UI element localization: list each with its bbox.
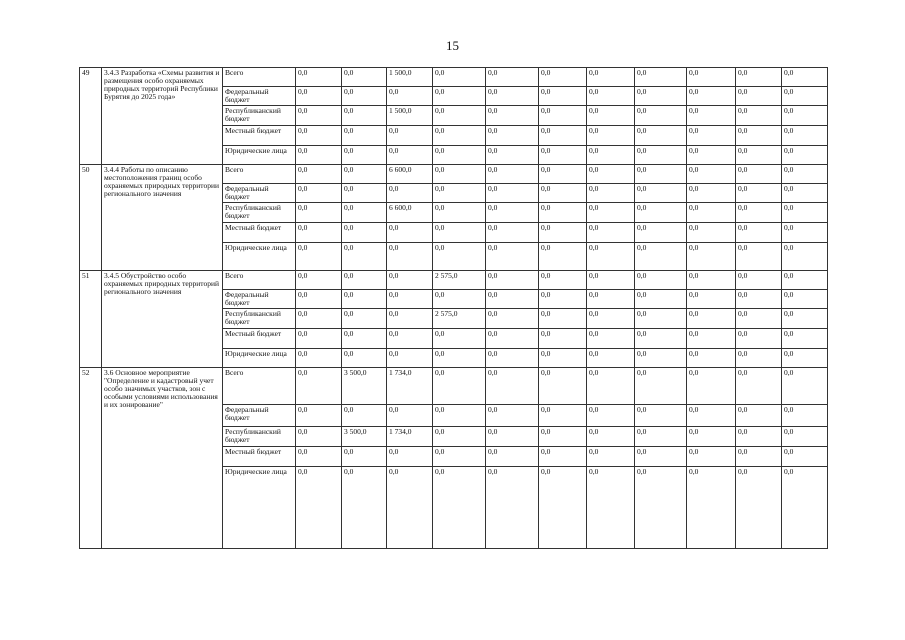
value-cell: 0,0: [486, 271, 539, 290]
value-cell: 0,0: [687, 290, 736, 309]
value-cell: 0,0: [635, 427, 687, 447]
value-cell: 0,0: [539, 368, 587, 405]
value-cell: 0,0: [342, 290, 387, 309]
value-cell: 0,0: [687, 467, 736, 549]
value-cell: 0,0: [587, 126, 635, 146]
value-cell: 0,0: [782, 309, 828, 329]
value-cell: 0,0: [433, 243, 486, 271]
value-cell: 0,0: [296, 329, 342, 349]
value-cell: 0,0: [539, 87, 587, 106]
value-cell: 0,0: [539, 427, 587, 447]
value-cell: 0,0: [687, 405, 736, 427]
value-cell: 0,0: [687, 146, 736, 165]
value-cell: 0,0: [539, 467, 587, 549]
value-cell: 0,0: [635, 271, 687, 290]
value-cell: 0,0: [587, 368, 635, 405]
value-cell: 0,0: [587, 427, 635, 447]
value-cell: 0,0: [433, 68, 486, 87]
value-cell: 0,0: [342, 126, 387, 146]
value-cell: 0,0: [486, 223, 539, 243]
value-cell: 1 734,0: [387, 427, 433, 447]
value-cell: 0,0: [486, 309, 539, 329]
value-cell: 0,0: [433, 165, 486, 184]
value-cell: 0,0: [687, 329, 736, 349]
value-cell: 0,0: [635, 447, 687, 467]
value-cell: 0,0: [687, 68, 736, 87]
value-cell: 0,0: [296, 467, 342, 549]
value-cell: 0,0: [782, 427, 828, 447]
value-cell: 0,0: [486, 447, 539, 467]
value-cell: 0,0: [539, 126, 587, 146]
value-cell: 0,0: [635, 126, 687, 146]
value-cell: 0,0: [587, 184, 635, 203]
page-number: 15: [446, 38, 459, 53]
value-cell: 0,0: [433, 126, 486, 146]
value-cell: 0,0: [687, 203, 736, 223]
value-cell: 0,0: [736, 126, 782, 146]
table-body: [80, 68, 828, 549]
funding-source-federal: Федеральный бюджет: [223, 87, 296, 106]
value-cell: 0,0: [342, 271, 387, 290]
value-cell: 0,0: [296, 405, 342, 427]
value-cell: 0,0: [486, 68, 539, 87]
value-cell: 0,0: [486, 146, 539, 165]
value-cell: 0,0: [387, 87, 433, 106]
value-cell: 0,0: [782, 106, 828, 126]
value-cell: 0,0: [782, 165, 828, 184]
value-cell: 0,0: [486, 349, 539, 368]
value-cell: 0,0: [387, 243, 433, 271]
value-cell: 0,0: [587, 165, 635, 184]
value-cell: 0,0: [782, 203, 828, 223]
table-row: [80, 68, 828, 87]
row-number: 49: [80, 68, 102, 165]
value-cell: 0,0: [736, 427, 782, 447]
funding-source-local: Местный бюджет: [223, 447, 296, 467]
value-cell: 3 500,0: [342, 427, 387, 447]
value-cell: 0,0: [782, 447, 828, 467]
value-cell: 0,0: [782, 68, 828, 87]
value-cell: 0,0: [486, 203, 539, 223]
value-cell: 0,0: [587, 106, 635, 126]
funding-source-legal: Юридические лица: [223, 467, 296, 549]
value-cell: 0,0: [486, 165, 539, 184]
value-cell: 2 575,0: [433, 271, 486, 290]
value-cell: 0,0: [782, 146, 828, 165]
value-cell: 0,0: [687, 126, 736, 146]
value-cell: 0,0: [736, 165, 782, 184]
value-cell: 0,0: [296, 349, 342, 368]
value-cell: 0,0: [296, 68, 342, 87]
value-cell: 0,0: [587, 405, 635, 427]
value-cell: 0,0: [342, 165, 387, 184]
value-cell: 0,0: [296, 309, 342, 329]
value-cell: 0,0: [539, 184, 587, 203]
value-cell: 0,0: [587, 309, 635, 329]
value-cell: 0,0: [635, 184, 687, 203]
value-cell: 0,0: [782, 243, 828, 271]
value-cell: 0,0: [587, 467, 635, 549]
value-cell: 0,0: [387, 447, 433, 467]
value-cell: 0,0: [342, 309, 387, 329]
value-cell: 0,0: [296, 106, 342, 126]
value-cell: 0,0: [486, 243, 539, 271]
value-cell: 0,0: [486, 405, 539, 427]
value-cell: 0,0: [539, 203, 587, 223]
value-cell: 0,0: [433, 203, 486, 223]
value-cell: 0,0: [486, 87, 539, 106]
value-cell: 0,0: [539, 243, 587, 271]
value-cell: 0,0: [635, 349, 687, 368]
value-cell: 0,0: [387, 290, 433, 309]
value-cell: 0,0: [342, 223, 387, 243]
value-cell: 0,0: [296, 290, 342, 309]
value-cell: 0,0: [387, 329, 433, 349]
value-cell: 3 500,0: [342, 368, 387, 405]
value-cell: 0,0: [736, 87, 782, 106]
value-cell: 0,0: [539, 223, 587, 243]
value-cell: 0,0: [736, 243, 782, 271]
value-cell: 0,0: [342, 106, 387, 126]
value-cell: 0,0: [539, 349, 587, 368]
value-cell: 0,0: [433, 368, 486, 405]
value-cell: 0,0: [342, 467, 387, 549]
value-cell: 0,0: [486, 467, 539, 549]
value-cell: 0,0: [296, 87, 342, 106]
value-cell: 0,0: [387, 467, 433, 549]
table-row: [80, 271, 828, 290]
value-cell: 0,0: [587, 223, 635, 243]
value-cell: 0,0: [539, 447, 587, 467]
value-cell: 0,0: [736, 68, 782, 87]
value-cell: 0,0: [342, 68, 387, 87]
value-cell: 0,0: [433, 405, 486, 427]
value-cell: 0,0: [342, 243, 387, 271]
value-cell: 0,0: [782, 290, 828, 309]
funding-source-local: Местный бюджет: [223, 126, 296, 146]
value-cell: 0,0: [587, 146, 635, 165]
value-cell: 0,0: [296, 243, 342, 271]
value-cell: 0,0: [736, 447, 782, 467]
value-cell: 0,0: [635, 68, 687, 87]
value-cell: 0,0: [736, 329, 782, 349]
funding-source-republic: Республиканский бюджет: [223, 427, 296, 447]
value-cell: 0,0: [433, 329, 486, 349]
value-cell: 0,0: [486, 427, 539, 447]
value-cell: 0,0: [687, 427, 736, 447]
value-cell: 0,0: [635, 467, 687, 549]
funding-source-federal: Федеральный бюджет: [223, 405, 296, 427]
funding-source-local: Местный бюджет: [223, 223, 296, 243]
value-cell: 0,0: [342, 203, 387, 223]
value-cell: 0,0: [687, 309, 736, 329]
value-cell: 0,0: [387, 271, 433, 290]
value-cell: 0,0: [635, 165, 687, 184]
value-cell: 0,0: [736, 467, 782, 549]
value-cell: 0,0: [687, 243, 736, 271]
value-cell: 0,0: [587, 271, 635, 290]
value-cell: 0,0: [433, 184, 486, 203]
value-cell: 0,0: [433, 87, 486, 106]
value-cell: 1 500,0: [387, 68, 433, 87]
value-cell: 0,0: [387, 405, 433, 427]
value-cell: 0,0: [687, 184, 736, 203]
value-cell: 0,0: [635, 146, 687, 165]
value-cell: 0,0: [342, 329, 387, 349]
value-cell: 0,0: [539, 271, 587, 290]
funding-source-republic: Республиканский бюджет: [223, 203, 296, 223]
value-cell: 0,0: [635, 405, 687, 427]
value-cell: 0,0: [539, 106, 587, 126]
value-cell: 0,0: [342, 146, 387, 165]
value-cell: 0,0: [687, 271, 736, 290]
value-cell: 0,0: [736, 106, 782, 126]
value-cell: 0,0: [587, 290, 635, 309]
value-cell: 0,0: [782, 368, 828, 405]
value-cell: 0,0: [587, 203, 635, 223]
value-cell: 0,0: [433, 223, 486, 243]
value-cell: 0,0: [539, 68, 587, 87]
value-cell: 0,0: [687, 349, 736, 368]
value-cell: 0,0: [687, 368, 736, 405]
value-cell: 0,0: [782, 405, 828, 427]
value-cell: 0,0: [387, 309, 433, 329]
activity-name: 3.4.4 Работы по описанию местоположения границ особо охраняемых природных территории регионального значения: [102, 165, 223, 271]
value-cell: 0,0: [736, 223, 782, 243]
value-cell: 0,0: [687, 223, 736, 243]
value-cell: 0,0: [539, 290, 587, 309]
value-cell: 0,0: [587, 329, 635, 349]
value-cell: 0,0: [736, 203, 782, 223]
value-cell: 0,0: [782, 87, 828, 106]
value-cell: 0,0: [736, 309, 782, 329]
value-cell: 6 600,0: [387, 165, 433, 184]
value-cell: 0,0: [296, 146, 342, 165]
funding-source-total: Всего: [223, 68, 296, 87]
value-cell: 0,0: [587, 68, 635, 87]
activity-name: 3.6 Основное мероприятие "Определение и кадастровый учет особо значимых участков, зон с особыми условиями использования и их зонирование": [102, 368, 223, 549]
value-cell: 0,0: [486, 106, 539, 126]
value-cell: 0,0: [587, 243, 635, 271]
value-cell: 0,0: [342, 447, 387, 467]
value-cell: 0,0: [433, 467, 486, 549]
value-cell: 0,0: [635, 329, 687, 349]
value-cell: 0,0: [736, 405, 782, 427]
value-cell: 0,0: [782, 329, 828, 349]
value-cell: 0,0: [635, 368, 687, 405]
funding-source-republic: Республиканский бюджет: [223, 106, 296, 126]
value-cell: 0,0: [296, 271, 342, 290]
funding-source-republic: Республиканский бюджет: [223, 309, 296, 329]
funding-source-total: Всего: [223, 271, 296, 290]
value-cell: 0,0: [486, 290, 539, 309]
value-cell: 0,0: [736, 290, 782, 309]
value-cell: 0,0: [635, 106, 687, 126]
value-cell: 0,0: [387, 126, 433, 146]
value-cell: 0,0: [587, 87, 635, 106]
value-cell: 0,0: [635, 243, 687, 271]
value-cell: 0,0: [342, 349, 387, 368]
value-cell: 0,0: [736, 349, 782, 368]
row-number: 51: [80, 271, 102, 368]
value-cell: 0,0: [296, 427, 342, 447]
value-cell: 0,0: [433, 349, 486, 368]
value-cell: 0,0: [486, 184, 539, 203]
value-cell: 0,0: [539, 146, 587, 165]
value-cell: 0,0: [587, 447, 635, 467]
value-cell: 0,0: [296, 223, 342, 243]
value-cell: 0,0: [782, 349, 828, 368]
funding-source-legal: Юридические лица: [223, 243, 296, 271]
value-cell: 1 734,0: [387, 368, 433, 405]
row-number: 52: [80, 368, 102, 549]
funding-source-legal: Юридические лица: [223, 146, 296, 165]
funding-source-total: Всего: [223, 165, 296, 184]
row-number: 50: [80, 165, 102, 271]
funding-source-federal: Федеральный бюджет: [223, 184, 296, 203]
value-cell: 0,0: [296, 447, 342, 467]
value-cell: 0,0: [387, 184, 433, 203]
value-cell: 0,0: [736, 184, 782, 203]
value-cell: 0,0: [736, 271, 782, 290]
table-row: [80, 368, 828, 405]
value-cell: 0,0: [486, 126, 539, 146]
value-cell: 0,0: [486, 329, 539, 349]
value-cell: 6 600,0: [387, 203, 433, 223]
funding-source-legal: Юридические лица: [223, 349, 296, 368]
table-row: [80, 165, 828, 184]
value-cell: 0,0: [296, 203, 342, 223]
value-cell: 0,0: [587, 349, 635, 368]
value-cell: 0,0: [387, 146, 433, 165]
value-cell: 0,0: [296, 126, 342, 146]
value-cell: 0,0: [539, 329, 587, 349]
funding-source-local: Местный бюджет: [223, 329, 296, 349]
value-cell: 0,0: [782, 126, 828, 146]
value-cell: 0,0: [687, 106, 736, 126]
value-cell: 0,0: [635, 203, 687, 223]
value-cell: 0,0: [433, 447, 486, 467]
value-cell: 0,0: [539, 405, 587, 427]
value-cell: 0,0: [635, 309, 687, 329]
activity-name: 3.4.3 Разработка «Схемы развития и размещения особо охраняемых природных территорий Республики Бурятия до 2025 года»: [102, 68, 223, 165]
value-cell: 0,0: [736, 368, 782, 405]
value-cell: 0,0: [687, 165, 736, 184]
value-cell: 0,0: [782, 223, 828, 243]
value-cell: 0,0: [433, 146, 486, 165]
funding-source-total: Всего: [223, 368, 296, 405]
value-cell: 0,0: [539, 165, 587, 184]
value-cell: 0,0: [296, 368, 342, 405]
funding-table: [79, 67, 828, 549]
value-cell: 0,0: [782, 271, 828, 290]
value-cell: 0,0: [782, 184, 828, 203]
value-cell: 0,0: [635, 87, 687, 106]
value-cell: 0,0: [687, 87, 736, 106]
value-cell: 0,0: [342, 405, 387, 427]
value-cell: 0,0: [433, 427, 486, 447]
value-cell: 2 575,0: [433, 309, 486, 329]
value-cell: 0,0: [296, 184, 342, 203]
funding-source-federal: Федеральный бюджет: [223, 290, 296, 309]
value-cell: 0,0: [387, 223, 433, 243]
value-cell: 0,0: [433, 290, 486, 309]
value-cell: 0,0: [387, 349, 433, 368]
activity-name: 3.4.5 Обустройство особо охраняемых природных территорий регионального значения: [102, 271, 223, 368]
value-cell: 0,0: [433, 106, 486, 126]
value-cell: 0,0: [635, 290, 687, 309]
value-cell: 0,0: [342, 184, 387, 203]
value-cell: 0,0: [782, 467, 828, 549]
value-cell: 0,0: [736, 146, 782, 165]
value-cell: 0,0: [687, 447, 736, 467]
value-cell: 0,0: [342, 87, 387, 106]
value-cell: 0,0: [296, 165, 342, 184]
value-cell: 0,0: [486, 368, 539, 405]
value-cell: 0,0: [539, 309, 587, 329]
value-cell: 0,0: [635, 223, 687, 243]
value-cell: 1 500,0: [387, 106, 433, 126]
